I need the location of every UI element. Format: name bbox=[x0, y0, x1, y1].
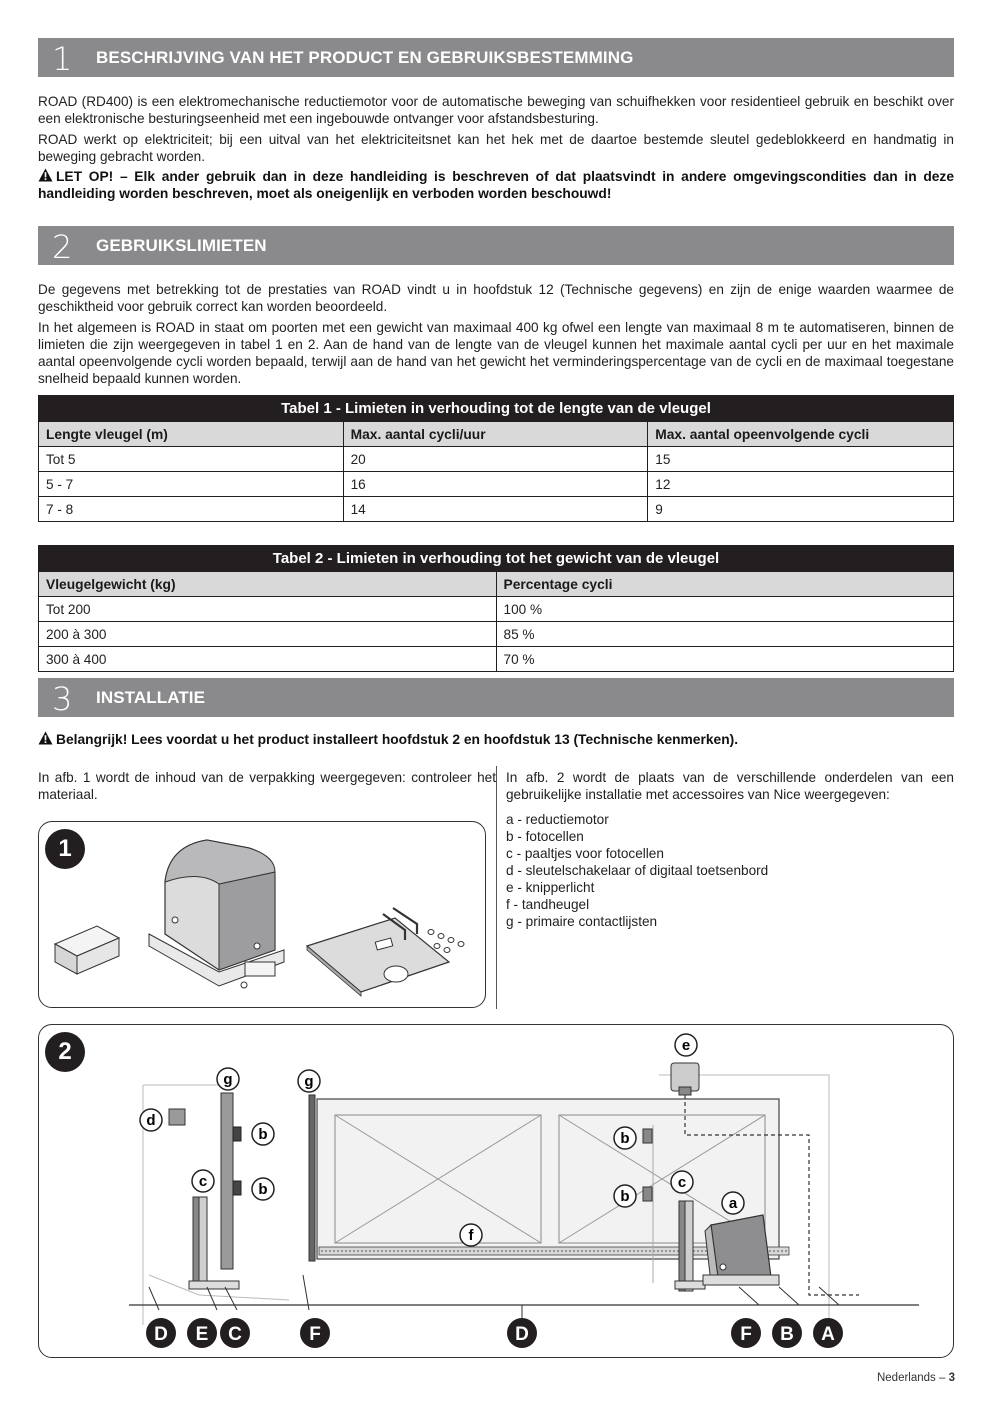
callout-e: e bbox=[681, 1037, 691, 1054]
table-row bbox=[39, 597, 954, 622]
callout-b: b bbox=[258, 1181, 268, 1198]
list-item: e - knipperlicht bbox=[506, 880, 595, 895]
callout-d: d bbox=[146, 1112, 156, 1129]
cable-A: A bbox=[821, 1324, 835, 1345]
table-row bbox=[39, 447, 954, 472]
important-text: Belangrijk! Lees voordat u het product installeert hoofdstuk 2 en hoofdstuk 13 (Technische kenmerken). bbox=[56, 732, 739, 747]
table-caption: Tabel 1 - Limieten in verhouding tot de lengte van de vleugel bbox=[39, 396, 954, 422]
cable-D: D bbox=[515, 1324, 529, 1345]
callout-c: c bbox=[198, 1173, 208, 1190]
column-divider bbox=[496, 766, 497, 1009]
paragraph: De gegevens met betrekking tot de prestaties van ROAD vindt u in hoofdstuk 12 (Technische gegevens) en zijn de enige waarden waarmee de geschiktheid voor gebruik correct kan worden beoordeeld. bbox=[38, 282, 954, 314]
list-item: a - reductiemotor bbox=[506, 812, 609, 827]
right-column-text: In afb. 2 wordt de plaats van de verschillende onderdelen van een gebruikelijke installatie met accessoires van Nice weergegeven: bbox=[506, 770, 954, 802]
callout-g: g bbox=[304, 1073, 314, 1090]
booklet-box-icon bbox=[55, 926, 119, 974]
section-number: 3 bbox=[52, 680, 73, 718]
section-header-3 bbox=[38, 678, 954, 717]
figure-number-badge: 1 bbox=[45, 829, 85, 869]
footer-language: Nederlands – bbox=[876, 1372, 949, 1384]
important-paragraph bbox=[38, 731, 954, 748]
paragraph: ROAD werkt op elektriciteit; bij een uitval van het elektriciteitsnet kan het hek met de daartoe bestemde sleutel gedeblokkeerd en handmatig in beweging gebracht worden. bbox=[38, 132, 954, 164]
cable-F: F bbox=[309, 1324, 321, 1345]
callout-a: a bbox=[728, 1195, 738, 1212]
table-cell: 20 bbox=[343, 447, 648, 472]
table-header: Vleugelgewicht (kg) bbox=[39, 572, 497, 597]
callout-c: c bbox=[677, 1174, 687, 1191]
table-row bbox=[39, 647, 954, 672]
table-cell: Tot 200 bbox=[39, 597, 497, 622]
section-number: 1 bbox=[52, 40, 73, 78]
figure-1-package-contents bbox=[38, 821, 486, 1008]
table-header: Max. aantal opeenvolgende cycli bbox=[648, 422, 954, 447]
cable-C: C bbox=[228, 1324, 242, 1345]
table-cell: Tot 5 bbox=[39, 447, 344, 472]
cable-E: E bbox=[195, 1324, 209, 1345]
table-cell: 300 à 400 bbox=[39, 647, 497, 672]
callout-b: b bbox=[620, 1188, 630, 1205]
table-cell: 85 % bbox=[496, 622, 953, 647]
table-header: Percentage cycli bbox=[496, 572, 953, 597]
page-number: 3 bbox=[948, 1372, 955, 1384]
left-column-text: In afb. 1 wordt de inhoud van de verpakking weergegeven: controleer het materiaal. bbox=[38, 770, 496, 802]
table-cell: 100 % bbox=[496, 597, 953, 622]
figure-2-typical-installation bbox=[38, 1024, 954, 1358]
list-item: f - tandheugel bbox=[506, 897, 590, 912]
parts-list bbox=[506, 811, 768, 930]
table-row bbox=[39, 472, 954, 497]
paragraph: In het algemeen is ROAD in staat om poorten met een gewicht van maximaal 400 kg ofwel een lengte van maximaal 8 m te automatiseren, binnen de limieten die zijn weergegeven in tabel 1 en 2. Aan de hand van de lengte van de vleugel kunnen het maximale aantal cycli per uur en het maximale aantal opeenvolgende cycli worden bepaald, terwijl aan de hand van het gewicht het verminderingspercentage van de cycli en de maximaal toegestane snelheid bepaald kunnen worden. bbox=[38, 320, 954, 386]
warning-paragraph bbox=[38, 168, 954, 202]
section-number: 2 bbox=[52, 228, 73, 266]
section-title: GEBRUIKSLIMIETEN bbox=[96, 236, 267, 255]
section-title: BESCHRIJVING VAN HET PRODUCT EN GEBRUIKSBESTEMMING bbox=[96, 48, 634, 67]
table-cell: 5 - 7 bbox=[39, 472, 344, 497]
callout-b: b bbox=[620, 1130, 630, 1147]
table-caption: Tabel 2 - Limieten in verhouding tot het gewicht van de vleugel bbox=[39, 546, 954, 572]
page-footer bbox=[877, 1372, 955, 1384]
paragraph: ROAD (RD400) is een elektromechanische reductiemotor voor de automatische beweging van schuifhekken voor residentieel gebruik en beschikt over een elektronische besturingseenheid met een ingebouwde ontvanger voor afstandsbesturing. bbox=[38, 94, 954, 126]
table-cell: 70 % bbox=[496, 647, 953, 672]
callout-b: b bbox=[258, 1126, 268, 1143]
cable-labels bbox=[146, 1318, 843, 1348]
cable-F: F bbox=[740, 1324, 752, 1345]
table-cell: 16 bbox=[343, 472, 648, 497]
table-cell: 9 bbox=[648, 497, 954, 522]
table-row bbox=[39, 497, 954, 522]
section-header-1 bbox=[38, 38, 954, 77]
callout-f: f bbox=[468, 1227, 474, 1244]
list-item: g - primaire contactlijsten bbox=[506, 914, 658, 929]
table-header: Lengte vleugel (m) bbox=[39, 422, 344, 447]
warning-icon bbox=[38, 731, 53, 745]
table-cell: 200 à 300 bbox=[39, 622, 497, 647]
warning-text: LET OP! – Elk ander gebruik dan in deze handleiding is beschreven of dat plaatsvindt in andere omgevingscondities dan in deze handleiding worden beschreven, moet als oneigenlijk en verboden worden beschouwd! bbox=[38, 169, 954, 201]
table-cell: 15 bbox=[648, 447, 954, 472]
cable-D: D bbox=[154, 1324, 168, 1345]
foundation-plate-icon bbox=[307, 908, 464, 996]
table-cell: 12 bbox=[648, 472, 954, 497]
table-cell: 14 bbox=[343, 497, 648, 522]
figure-number-badge: 2 bbox=[45, 1032, 85, 1072]
table-header: Max. aantal cycli/uur bbox=[343, 422, 648, 447]
gearmotor-icon bbox=[149, 840, 284, 988]
cable-B: B bbox=[780, 1324, 794, 1345]
callout-g: g bbox=[223, 1071, 233, 1088]
installation-diagram bbox=[39, 1025, 954, 1358]
section-title: INSTALLATIE bbox=[96, 688, 206, 707]
list-item: c - paaltjes voor fotocellen bbox=[506, 846, 664, 861]
list-item: d - sleutelschakelaar of digitaal toetsenbord bbox=[506, 863, 769, 878]
warning-icon bbox=[38, 168, 53, 182]
table-1 bbox=[38, 395, 954, 522]
list-item: b - fotocellen bbox=[506, 829, 584, 844]
section-header-2 bbox=[38, 226, 954, 265]
package-contents-illustration bbox=[39, 822, 486, 1008]
table-2 bbox=[38, 545, 954, 672]
table-cell: 7 - 8 bbox=[39, 497, 344, 522]
table-row bbox=[39, 622, 954, 647]
